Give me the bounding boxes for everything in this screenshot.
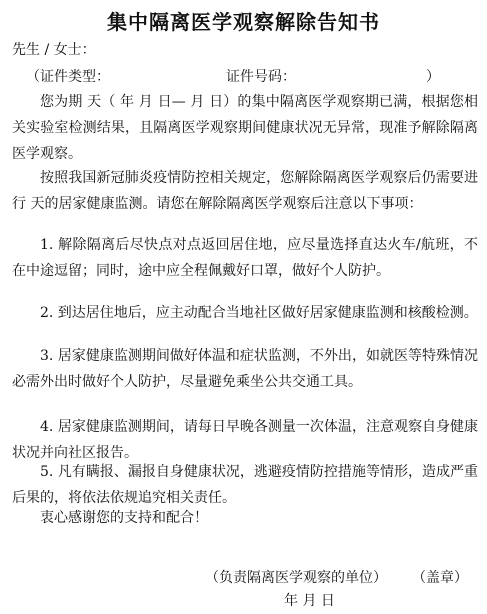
signature-seal: （盖章）: [412, 570, 468, 586]
notice-item-1: 1. 解除隔离后尽快点对点返回居住地，应尽量选择直达火车/航班，不在中途逗留；同时，途中应全程佩戴好口罩，做好个人防护。: [12, 237, 478, 279]
signature-unit: （负责隔离医学观察的单位）: [205, 570, 387, 586]
notice-item-5: 5. 凡有瞒报、漏报自身健康状况，逃避疫情防控措施等情形，造成严重后果的，将依法依规追究相关责任。: [12, 464, 478, 506]
document-title: 集中隔离医学观察解除告知书: [107, 10, 380, 34]
thanks-line: 衷心感谢您的支持和配合！: [40, 510, 208, 526]
paragraph-observation-period: 您为期 天（ 年 月 日— 月 日）的集中隔离医学观察期已满，根据您相关实验室检测结果，且隔离医学观察期间健康状况无异常，现准予解除隔离医学观察。: [12, 94, 478, 162]
notice-item-4: 4. 居家健康监测期间，请每日早晚各测量一次体温，注意观察自身健康状况并向社区报告。: [12, 419, 478, 461]
notice-item-2: 2. 到达居住地后，应主动配合当地社区做好居家健康监测和核酸检测。: [40, 305, 478, 321]
signature-date: 年 月 日: [284, 593, 335, 609]
id-number-label: 证件号码：: [226, 69, 296, 85]
id-line-close: ）: [426, 69, 440, 85]
id-type-label: （证件类型：: [26, 69, 110, 85]
salutation: 先生 / 女士：: [12, 42, 96, 58]
paragraph-home-monitoring: 按照我国新冠肺炎疫情防控相关规定，您解除隔离医学观察后仍需要进行 天的居家健康监测。请您在解除隔离医学观察后注意以下事项：: [12, 170, 478, 212]
notice-item-3: 3. 居家健康监测期间做好体温和症状监测，不外出，如就医等特殊情况必需外出时做好个人防护，尽量避免乘坐公共交通工具。: [12, 348, 478, 390]
